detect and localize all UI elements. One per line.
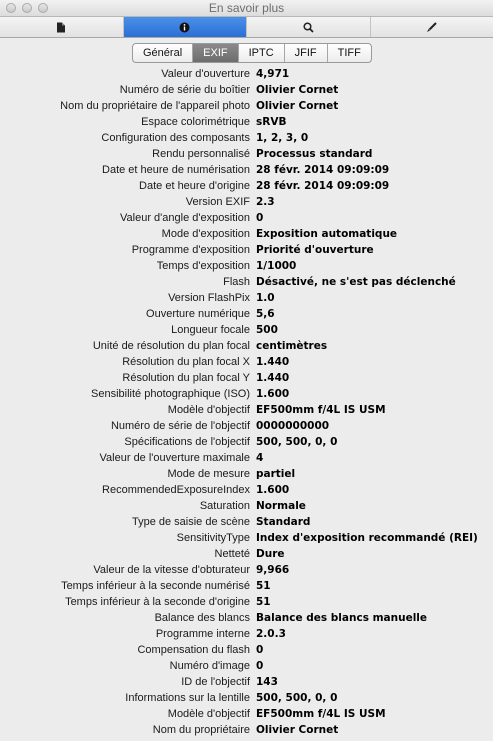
property-value: 500, 500, 0, 0: [256, 692, 338, 704]
property-row: [0, 82, 493, 98]
property-label: Numéro de série du boîtier: [119, 84, 250, 96]
property-row: [0, 306, 493, 322]
inspect-button[interactable]: [247, 17, 371, 37]
property-label: Netteté: [214, 548, 250, 560]
property-row: [0, 610, 493, 626]
property-value: Index d'exposition recommandé (REI): [256, 532, 478, 544]
property-row: [0, 258, 493, 274]
property-value: 5,6: [256, 308, 275, 320]
property-row: [0, 450, 493, 466]
property-label: Configuration des composants: [101, 132, 250, 144]
property-label: Nom du propriétaire de l'appareil photo: [60, 100, 250, 112]
inspector-toolbar: [0, 17, 493, 38]
property-label: Date et heure de numérisation: [102, 164, 250, 176]
property-value: 28 févr. 2014 09:09:09: [256, 164, 390, 176]
property-row: [0, 178, 493, 194]
tab-jfif[interactable]: JFIF: [285, 44, 328, 62]
property-row: [0, 482, 493, 498]
property-value: sRVB: [256, 116, 287, 128]
property-value: 500: [256, 324, 278, 336]
property-label: SensitivityType: [176, 532, 250, 544]
property-label: ID de l'objectif: [181, 676, 250, 688]
property-row: [0, 226, 493, 242]
property-row: [0, 194, 493, 210]
property-value: Dure: [256, 548, 285, 560]
document-icon: [56, 22, 66, 33]
property-label: Longueur focale: [171, 324, 250, 336]
property-value: 1.0: [256, 292, 275, 304]
property-row: [0, 562, 493, 578]
property-value: Normale: [256, 500, 306, 512]
property-label: Date et heure d'origine: [139, 180, 250, 192]
property-row: [0, 242, 493, 258]
property-row: [0, 418, 493, 434]
property-label: Flash: [223, 276, 250, 288]
property-row: [0, 498, 493, 514]
property-value: 4,971: [256, 68, 290, 80]
property-label: Mode d'exposition: [161, 228, 250, 240]
tab-exif[interactable]: EXIF: [193, 44, 238, 62]
property-value: 1.600: [256, 388, 290, 400]
property-row: [0, 322, 493, 338]
property-row: [0, 402, 493, 418]
property-row: [0, 626, 493, 642]
property-row: [0, 530, 493, 546]
property-value: Olivier Cornet: [256, 100, 339, 112]
property-label: Modèle d'objectif: [167, 404, 250, 416]
property-label: Temps d'exposition: [156, 260, 250, 272]
property-row: [0, 658, 493, 674]
info-button[interactable]: [124, 17, 248, 37]
property-value: 9,966: [256, 564, 290, 576]
property-label: Numéro de série de l'objectif: [110, 420, 250, 432]
property-value: 1.440: [256, 356, 290, 368]
property-label: Résolution du plan focal X: [122, 356, 250, 368]
property-value: Olivier Cornet: [256, 84, 339, 96]
property-label: Version FlashPix: [168, 292, 250, 304]
property-row: [0, 130, 493, 146]
property-row: [0, 146, 493, 162]
property-row: [0, 386, 493, 402]
property-value: 28 févr. 2014 09:09:09: [256, 180, 390, 192]
property-row: [0, 98, 493, 114]
property-label: Programme d'exposition: [131, 244, 250, 256]
search-icon: [303, 22, 314, 33]
property-value: Olivier Cornet: [256, 724, 339, 736]
property-label: Nom du propriétaire: [152, 724, 250, 736]
general-info-button[interactable]: [0, 17, 124, 37]
property-label: Balance des blancs: [154, 612, 250, 624]
property-value: Standard: [256, 516, 311, 528]
brush-icon: [426, 22, 437, 33]
property-value: 2.3: [256, 196, 275, 208]
property-label: RecommendedExposureIndex: [102, 484, 250, 496]
property-row: [0, 466, 493, 482]
property-label: Ouverture numérique: [146, 308, 250, 320]
property-label: Valeur d'ouverture: [161, 68, 250, 80]
property-row: [0, 722, 493, 738]
property-row: [0, 290, 493, 306]
property-row: [0, 514, 493, 530]
property-value: partiel: [256, 468, 296, 480]
property-row: [0, 578, 493, 594]
property-label: Programme interne: [155, 628, 250, 640]
property-value: 1/1000: [256, 260, 297, 272]
metadata-tabs: [132, 43, 372, 63]
property-value: 143: [256, 676, 278, 688]
property-label: Résolution du plan focal Y: [122, 372, 250, 384]
property-value: 51: [256, 580, 271, 592]
property-label: Spécifications de l'objectif: [124, 436, 250, 448]
property-label: Valeur de la vitesse d'obturateur: [93, 564, 250, 576]
property-value: 2.0.3: [256, 628, 286, 640]
property-value: 0: [256, 644, 264, 656]
property-label: Type de saisie de scène: [131, 516, 250, 528]
property-value: 0000000000: [256, 420, 330, 432]
property-value: Exposition automatique: [256, 228, 398, 240]
property-label: Temps inférieur à la seconde d'origine: [65, 596, 250, 608]
property-label: Mode de mesure: [167, 468, 250, 480]
property-value: 51: [256, 596, 271, 608]
property-label: Rendu personnalisé: [152, 148, 250, 160]
property-label: Espace colorimétrique: [141, 116, 250, 128]
info-icon: [179, 22, 190, 33]
property-row: [0, 690, 493, 706]
property-label: Saturation: [199, 500, 250, 512]
property-row: [0, 706, 493, 722]
window-title: En savoir plus: [208, 1, 285, 15]
property-row: [0, 338, 493, 354]
property-value: 0: [256, 212, 264, 224]
property-label: Version EXIF: [185, 196, 250, 208]
exif-properties-list: [0, 66, 493, 738]
property-row: [0, 674, 493, 690]
property-label: Compensation du flash: [137, 644, 250, 656]
property-row: [0, 66, 493, 82]
property-label: Temps inférieur à la seconde numérisé: [61, 580, 250, 592]
tab-iptc[interactable]: IPTC: [239, 44, 285, 62]
property-row: [0, 546, 493, 562]
property-label: Unité de résolution du plan focal: [92, 340, 250, 352]
property-row: [0, 162, 493, 178]
title-bar: [0, 0, 493, 17]
property-value: 0: [256, 660, 264, 672]
property-value: 1.440: [256, 372, 290, 384]
property-value: Processus standard: [256, 148, 373, 160]
tab-tiff[interactable]: TIFF: [337, 47, 361, 59]
property-value: 500, 500, 0, 0: [256, 436, 338, 448]
property-label: Valeur de l'ouverture maximale: [99, 452, 250, 464]
property-label: Valeur d'angle d'exposition: [120, 212, 250, 224]
property-row: [0, 274, 493, 290]
annotate-button[interactable]: [371, 17, 493, 37]
property-row: [0, 370, 493, 386]
property-label: Sensibilité photographique (ISO): [91, 388, 250, 400]
property-label: Numéro d'image: [169, 660, 250, 672]
property-label: Modèle d'objectif: [167, 708, 250, 720]
property-row: [0, 642, 493, 658]
property-row: [0, 594, 493, 610]
property-value: Balance des blancs manuelle: [256, 612, 428, 624]
property-row: [0, 434, 493, 450]
property-label: Informations sur la lentille: [125, 692, 250, 704]
property-value: Priorité d'ouverture: [256, 244, 374, 256]
property-row: [0, 114, 493, 130]
property-value: Désactivé, ne s'est pas déclenché: [256, 276, 456, 288]
property-row: [0, 354, 493, 370]
property-value: 1, 2, 3, 0: [256, 132, 309, 144]
property-row: [0, 210, 493, 226]
property-value: EF500mm f/4L IS USM: [256, 404, 386, 416]
property-value: 4: [256, 452, 264, 464]
property-value: EF500mm f/4L IS USM: [256, 708, 386, 720]
property-value: centimètres: [256, 340, 328, 352]
tab-general[interactable]: Général: [133, 44, 193, 62]
property-value: 1.600: [256, 484, 290, 496]
